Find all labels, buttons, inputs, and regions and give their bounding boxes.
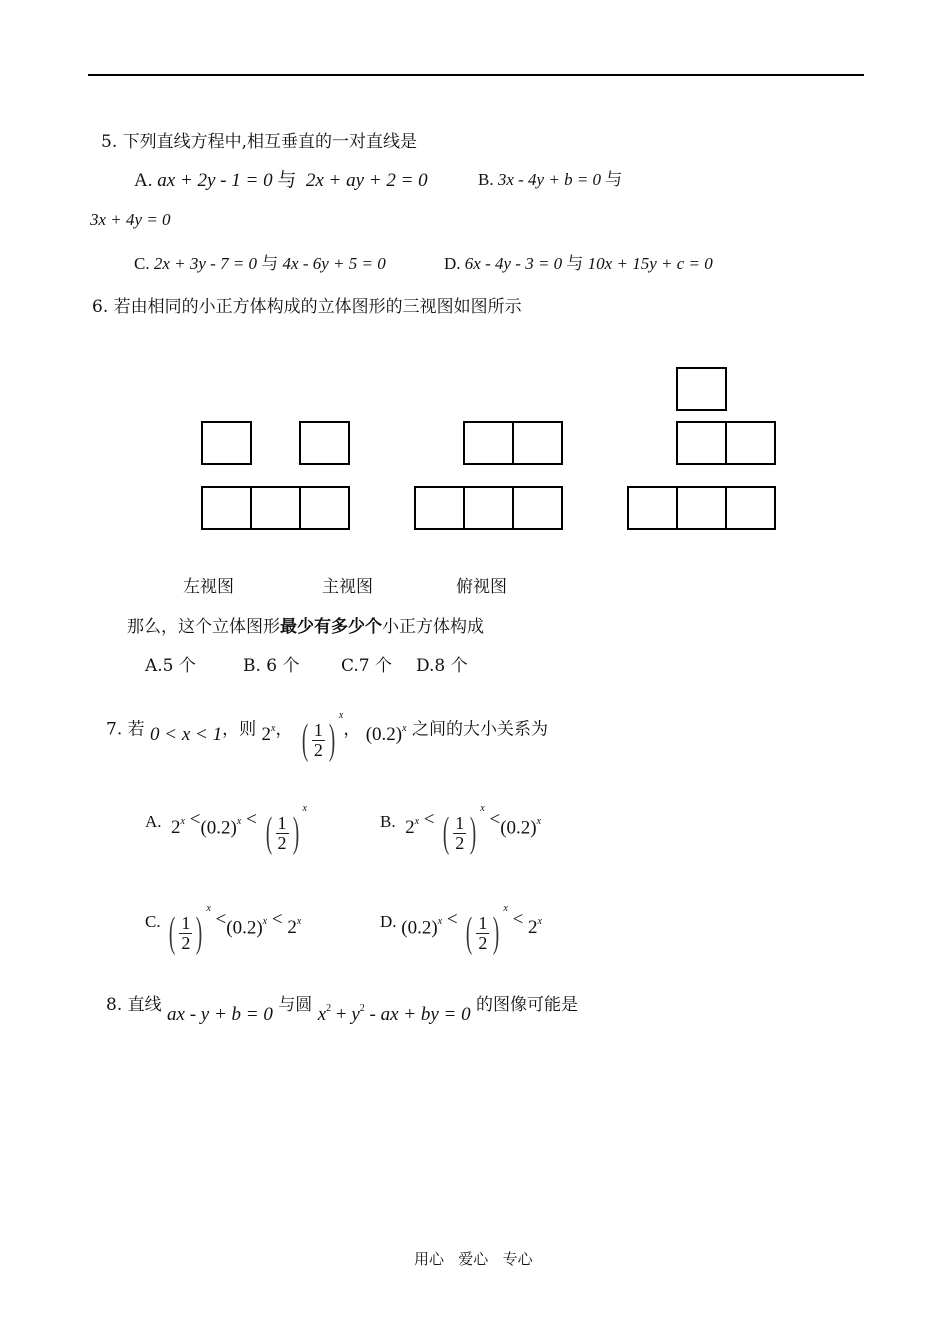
q7-b-2-exp: x [414,816,420,828]
q5-d-eq1: 6x - 4y - 3 = 0 [464,254,563,273]
q7-c-half-num: 1 [181,912,191,933]
q7-c-2: 2 [287,917,297,939]
main-view-square [463,421,514,465]
q7-d-lt2: < [512,909,524,931]
q7-exp: x [271,723,276,735]
q8-stem [106,990,579,1025]
q8-circle-tail: - ax + by = 0 [364,1004,471,1025]
q5-b-label: B. [478,170,494,189]
q8-x-sq: 2 [326,1003,332,1014]
q7-b-half-num: 1 [455,812,465,833]
q7-d-2: 2 [528,917,538,939]
q5-option-c [134,249,386,274]
q7-option-c: C. ( $\frac{1}{2}$ )$^x <(0.2)^x < 2^x$ [145,903,302,956]
q7-c-dec-exp: x [262,916,268,928]
q7-base-2: 2 [261,724,272,746]
header-rule [88,74,864,76]
q6-option-a: A.5 个 [145,656,196,676]
q8-stem-pre: 8. 直线 [106,995,162,1015]
q7-a-half-den: 2 [277,832,287,853]
q8-circle-eq [318,1004,471,1025]
q7-c-lt2: < [271,909,283,931]
q5-option-b [478,165,622,190]
q7-option-a: A. $2^x <(0.2)^x$ < ( $\frac{1}{2}$ )$^x$ [145,803,307,856]
q6-followup-pre: 那么，这个立体图形 [127,617,280,637]
q7-dec-exp: x [402,723,407,735]
q7-d-dec-exp: x [437,916,443,928]
left-view-square [201,421,252,465]
top-view-square [676,367,727,411]
q7-d-lt1: < [446,909,458,931]
q7-b-dec-exp: x [536,816,542,828]
q5-c-label: C. [134,254,150,273]
q5-a-eq1: ax + 2y - 1 = 0 [157,170,273,191]
q7-b-dec: (0.2) [500,817,537,839]
top-view-label: 俯视图 [456,577,507,597]
q5-c-conj: 与 [261,254,279,273]
left-view-square [299,486,350,530]
q7-d-half-den: 2 [478,932,488,953]
q7-b-lt1: < [423,809,435,831]
q7-b-half-den: 2 [455,832,465,853]
main-view-square [512,421,563,465]
q7-half-num: 1 [313,719,323,740]
q7-b-2: 2 [405,817,415,839]
q5-option-a [134,165,428,192]
q8-stem-post: 的图像可能是 [476,995,579,1015]
q7-c-2-exp: x [296,916,302,928]
q7-stem: 7. 若 0 < x < 1，则 2$^x$， ( $\frac{1}{2}$ )$^x$， $(0.2)^x$ 之间的大小关系为 [106,710,548,763]
q6-followup-bold: 最少有多少个 [280,617,382,637]
main-view-square [512,486,563,530]
q7-option-b: B. 2$^x$ < ( $\frac{1}{2}$ )$^x <(0.2)^x$ [380,803,542,856]
left-view-square [250,486,301,530]
q8-y-sq: 2 [359,1003,365,1014]
q5-option-d [444,249,713,274]
q5-d-eq2: 10x + 15y + c = 0 [587,254,713,273]
q7-d-2-exp: x [537,916,542,928]
left-view-square [201,486,252,530]
q5-d-conj: 与 [566,254,584,273]
q7-half-exp: x [338,710,344,722]
q7-c-dec: (0.2) [226,917,263,939]
q7-b-half-exp: x [480,803,485,815]
q7-a-dec: (0.2) [200,817,237,839]
q8-line-eq: ax - y + b = 0 [167,1004,273,1025]
q7-option-d: D. $(0.2)^x$ < ( $\frac{1}{2}$ )$^x$ < 2$^x$ [380,903,542,956]
q6-option-b: B. 6 个 [243,656,300,676]
q7-a-2: 2 [171,817,181,839]
q8-conj: 与圆 [278,995,313,1015]
q5-c-eq1: 2x + 3y - 7 = 0 [153,254,258,273]
q7-stem-mid: ，则 [222,719,257,740]
page-footer: 用心 爱心 专心 [414,1250,533,1268]
main-view-square [463,486,514,530]
q6-option-c: C.7 个 [341,656,393,676]
q7-stem-post: 之间的大小关系为 [412,719,548,740]
top-view-square [627,486,678,530]
top-view-square [676,421,727,465]
q7-a-half-num: 1 [277,812,287,833]
q7-a-lt1: < [189,809,201,831]
top-view-square [725,421,776,465]
q5-a-label: A. [134,170,153,191]
q6-option-d: D.8 个 [416,656,468,676]
q7-d-label: D. [380,912,397,932]
q7-d-dec: (0.2) [401,917,438,939]
q7-stem-pre: 7. 若 [106,719,145,740]
q7-condition: 0 < x < 1 [150,724,223,746]
q7-a-dec-exp: x [236,816,242,828]
q8-x: x [317,1004,327,1025]
q5-b-eq1: 3x - 4y + b = 0 [497,170,602,189]
q5-a-conj: 与 [277,170,297,191]
q8-plus: + [331,1004,352,1025]
q7-c-label: C. [145,912,161,932]
q7-d-half-num: 1 [478,912,488,933]
q7-dec: (0.2) [365,724,403,746]
q6-followup [127,612,484,637]
top-view-square [676,486,727,530]
q7-a-half-exp: x [302,803,307,815]
q7-c-half-den: 2 [181,932,191,953]
left-view-square [299,421,350,465]
q5-b-conj: 与 [605,170,623,189]
main-view-label: 主视图 [322,577,373,597]
q5-a-eq2: 2x + ay + 2 = 0 [305,170,428,191]
q7-d-half-exp: x [503,903,508,915]
q7-b-label: B. [380,812,396,832]
q8-y: y [351,1004,360,1025]
q5-b-eq2: 3x + 4y = 0 [90,210,171,229]
q7-b-lt2: < [489,809,501,831]
q5-b-eq2-line [90,210,171,230]
q7-a-label: A. [145,812,162,832]
q7-a-lt2: < [246,809,257,831]
q7-c-half-exp: x [206,903,211,915]
q5-d-label: D. [444,254,461,273]
q7-half-den: 2 [313,739,323,760]
q7-comma2: ， [343,719,361,740]
q7-comma1: ， [275,719,293,740]
top-view-square [725,486,776,530]
q7-c-lt1: < [215,909,227,931]
q7-a-2-exp: x [180,816,185,828]
q6-followup-post: 小正方体构成 [382,617,484,637]
q6-stem: 6. 若由相同的小正方体构成的立体图形的三视图如图所示 [92,297,522,317]
q5-c-eq2: 4x - 6y + 5 = 0 [282,254,386,273]
main-view-square [414,486,465,530]
q5-stem: 5. 下列直线方程中,相互垂直的一对直线是 [101,132,418,152]
left-view-label: 左视图 [183,577,234,597]
